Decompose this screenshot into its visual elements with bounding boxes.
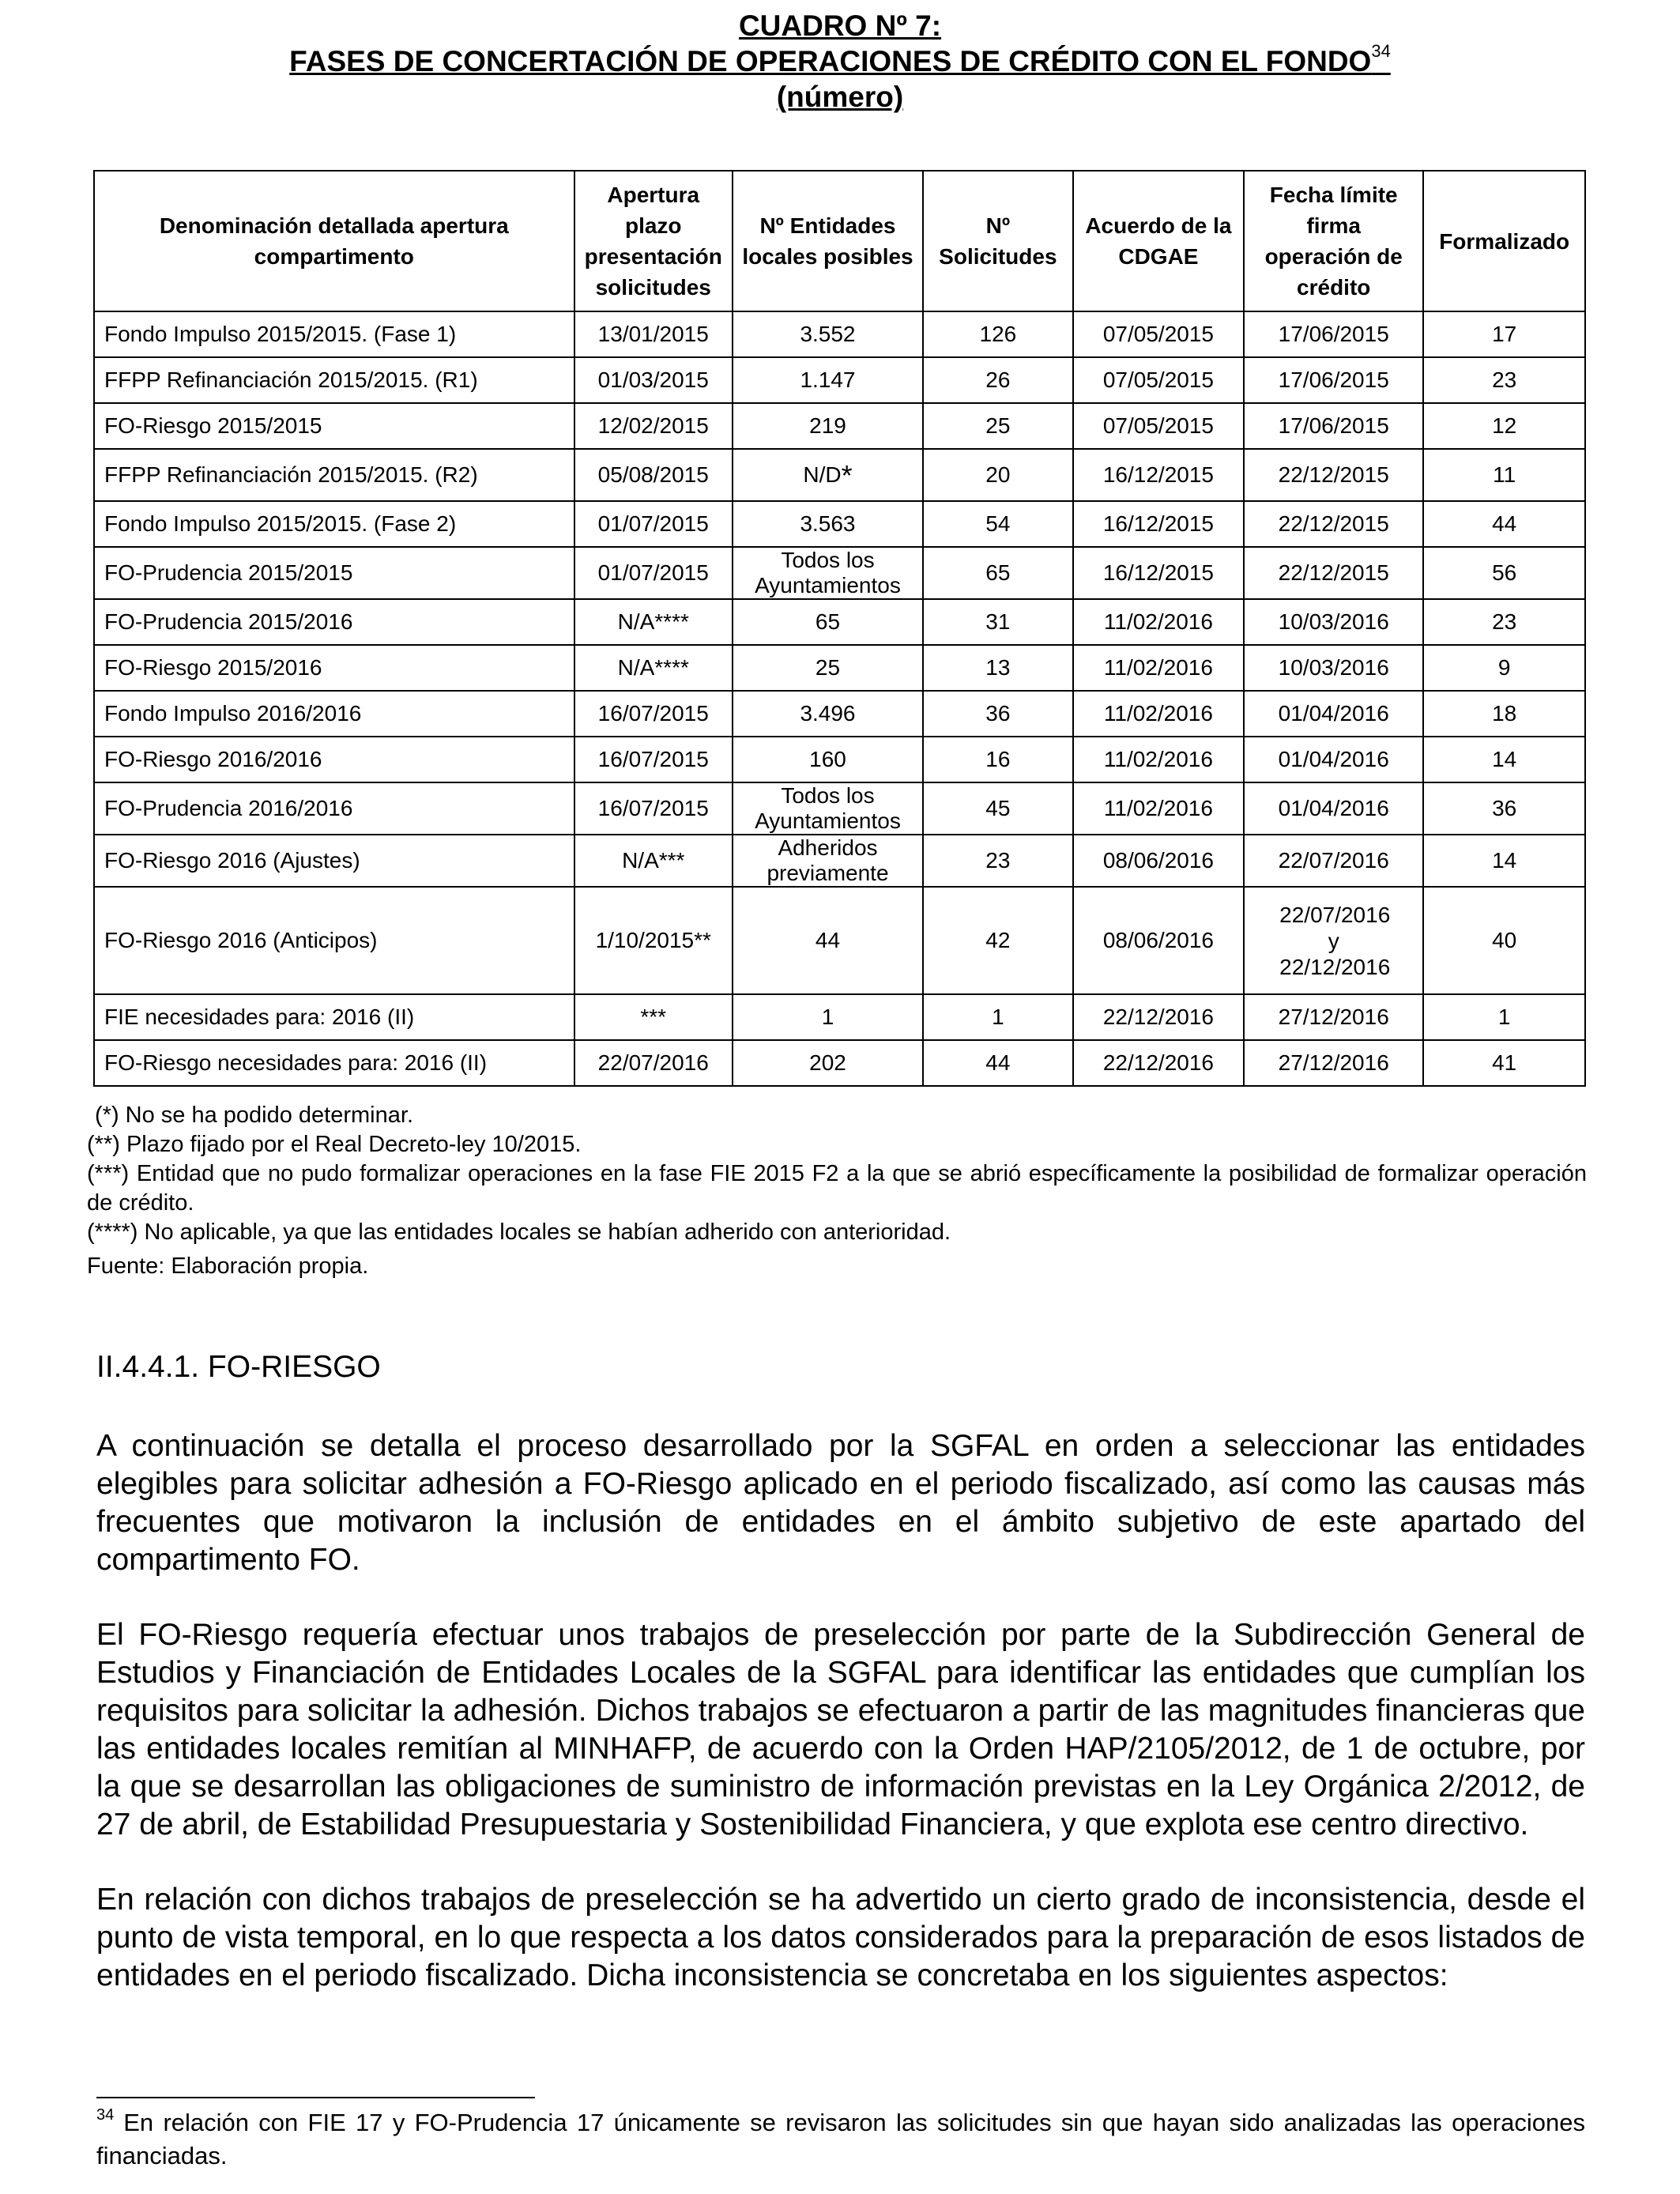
table-cell: 3.563 xyxy=(733,501,923,547)
table-cell: 17/06/2015 xyxy=(1244,403,1423,449)
table-cell: 25 xyxy=(923,403,1073,449)
table-cell: 22/12/2015 xyxy=(1244,547,1423,599)
table-cell: 22/12/2016 xyxy=(1073,1040,1244,1086)
cell-value: N/D xyxy=(803,462,842,487)
title-line-2 xyxy=(0,43,1680,79)
table-cell: 56 xyxy=(1423,547,1585,599)
table-cell: 54 xyxy=(923,501,1073,547)
table-cell: FO-Prudencia 2015/2016 xyxy=(94,599,574,645)
table-cell xyxy=(574,887,733,994)
table-cell: 18 xyxy=(1423,691,1585,737)
table-row xyxy=(94,357,1585,403)
table-cell: FO-Prudencia 2016/2016 xyxy=(94,782,574,835)
table-cell: 13 xyxy=(923,645,1073,691)
table-title xyxy=(0,8,1680,115)
table-cell: 126 xyxy=(923,311,1073,357)
table-cell: 07/05/2015 xyxy=(1073,357,1244,403)
table-row xyxy=(94,501,1585,547)
table-cell: 22/07/2016 xyxy=(574,1040,733,1086)
table-cell: 31 xyxy=(923,599,1073,645)
table-row xyxy=(94,547,1585,599)
column-header: Acuerdo de la CDGAE xyxy=(1073,171,1244,311)
table-cell: N/A**** xyxy=(574,645,733,691)
table-cell: 27/12/2016 xyxy=(1244,994,1423,1040)
table-cell: 11/02/2016 xyxy=(1073,737,1244,782)
table-notes xyxy=(87,1101,1587,1281)
table-cell: 01/04/2016 xyxy=(1244,691,1423,737)
source-note: Fuente: Elaboración propia. xyxy=(87,1253,369,1279)
table-cell: 01/04/2016 xyxy=(1244,737,1423,782)
operations-table xyxy=(93,170,1586,1087)
table-cell: 20 xyxy=(923,449,1073,501)
table-cell: 9 xyxy=(1423,645,1585,691)
table-cell: FO-Riesgo 2015/2015 xyxy=(94,403,574,449)
title-line-3: (número) xyxy=(776,81,904,113)
table-cell: 160 xyxy=(733,737,923,782)
table-cell: 3.552 xyxy=(733,311,923,357)
footnote xyxy=(96,2106,1585,2173)
table-cell: FO-Riesgo 2015/2016 xyxy=(94,645,574,691)
table-cell: 1 xyxy=(923,994,1073,1040)
footnote-text: En relación con FIE 17 y FO-Prudencia 17 únicamente se revisaron las solicitudes sin que hayan sido analizadas las operaciones financiadas. xyxy=(96,2109,1585,2169)
table-row xyxy=(94,782,1585,835)
table-note: (*) No se ha podido determinar. xyxy=(95,1103,413,1128)
table-cell: 22/12/2015 xyxy=(1244,501,1423,547)
table-cell: 41 xyxy=(1423,1040,1585,1086)
table-cell: 23 xyxy=(923,835,1073,887)
table-cell xyxy=(733,449,923,501)
table-cell: 36 xyxy=(1423,782,1585,835)
table-cell: 202 xyxy=(733,1040,923,1086)
table-cell: 11/02/2016 xyxy=(1073,599,1244,645)
table-row xyxy=(94,994,1585,1040)
table-header-row xyxy=(94,171,1585,311)
table-row xyxy=(94,403,1585,449)
column-header: Nº Solicitudes xyxy=(923,171,1073,311)
table-cell: 27/12/2016 xyxy=(1244,1040,1423,1086)
table-cell: 10/03/2016 xyxy=(1244,599,1423,645)
section-heading: II.4.4.1. FO-RIESGO xyxy=(96,1350,381,1384)
table-cell: Fondo Impulso 2015/2015. (Fase 2) xyxy=(94,501,574,547)
table-cell: 65 xyxy=(923,547,1073,599)
table-cell: 65 xyxy=(733,599,923,645)
table-row xyxy=(94,887,1585,994)
table-cell: FO-Riesgo necesidades para: 2016 (II) xyxy=(94,1040,574,1086)
table-cell: 11/02/2016 xyxy=(1073,691,1244,737)
table-cell: 16/12/2015 xyxy=(1073,547,1244,599)
table-cell: 44 xyxy=(733,887,923,994)
table-cell: 05/08/2015 xyxy=(574,449,733,501)
table-note: (**) Plazo fijado por el Real Decreto-ley 10/2015. xyxy=(87,1132,582,1157)
column-header: Fecha límite firma operación de crédito xyxy=(1244,171,1423,311)
paragraph: En relación con dichos trabajos de preselección se ha advertido un cierto grado de inconsistencia, desde el punto de vista temporal, en lo que respecta a los datos considerados para la preparación de esos listados de entidades en el periodo fiscalizado. Dicha inconsistencia se concretaba en los siguientes aspectos: xyxy=(96,1883,1585,1992)
table-cell: 01/07/2015 xyxy=(574,547,733,599)
column-header: Formalizado xyxy=(1423,171,1585,311)
table-cell: 13/01/2015 xyxy=(574,311,733,357)
table-row xyxy=(94,1040,1585,1086)
title-line-1: CUADRO Nº 7: xyxy=(738,9,942,42)
table-note: (***) Entidad que no pudo formalizar operaciones en la fase FIE 2015 F2 a la que se abrió específicamente la posibilidad de formalizar operación de crédito. xyxy=(87,1161,1587,1216)
table-cell: N/A*** xyxy=(574,835,733,887)
table-cell: 12/02/2015 xyxy=(574,403,733,449)
column-header: Apertura plazo presentación solicitudes xyxy=(574,171,733,311)
table-cell: 01/03/2015 xyxy=(574,357,733,403)
table-cell: 11/02/2016 xyxy=(1073,782,1244,835)
cell-value: 1/10/2015 xyxy=(595,928,695,952)
title-text: FASES DE CONCERTACIÓN DE OPERACIONES DE CRÉDITO CON EL FONDO xyxy=(289,45,1372,77)
table-cell: 16/07/2015 xyxy=(574,737,733,782)
table-cell: 01/07/2015 xyxy=(574,501,733,547)
table-cell: 07/05/2015 xyxy=(1073,311,1244,357)
table-cell: 17/06/2015 xyxy=(1244,311,1423,357)
table-cell: FO-Riesgo 2016 (Ajustes) xyxy=(94,835,574,887)
table-cell: 14 xyxy=(1423,737,1585,782)
table-cell: 42 xyxy=(923,887,1073,994)
table-cell: FFPP Refinanciación 2015/2015. (R1) xyxy=(94,357,574,403)
table-cell: 10/03/2016 xyxy=(1244,645,1423,691)
table-cell: 25 xyxy=(733,645,923,691)
column-header: Denominación detallada apertura compartimento xyxy=(94,171,574,311)
table-cell: FFPP Refinanciación 2015/2015. (R2) xyxy=(94,449,574,501)
footnote-number: 34 xyxy=(96,2106,115,2124)
table-cell: FIE necesidades para: 2016 (II) xyxy=(94,994,574,1040)
table-row xyxy=(94,691,1585,737)
table-cell: 44 xyxy=(923,1040,1073,1086)
table-cell: 11 xyxy=(1423,449,1585,501)
asterisk-mark: * xyxy=(841,459,853,492)
table-note: (****) No aplicable, ya que las entidades locales se habían adherido con anterioridad. xyxy=(87,1220,951,1245)
body-text xyxy=(96,1427,1585,2032)
table-cell: *** xyxy=(574,994,733,1040)
table-cell: Adheridos previamente xyxy=(733,835,923,887)
table-cell: 08/06/2016 xyxy=(1073,835,1244,887)
table-cell: 16 xyxy=(923,737,1073,782)
paragraph: A continuación se detalla el proceso desarrollado por la SGFAL en orden a seleccionar las entidades elegibles para solicitar adhesión a FO-Riesgo aplicado en el periodo fiscalizado, así como las causas más frecuentes que motivaron la inclusión de entidades en el ámbito subjetivo de este apartado del compartimento FO. xyxy=(96,1429,1585,1577)
table-cell: 36 xyxy=(923,691,1073,737)
table-cell: 45 xyxy=(923,782,1073,835)
table-cell: 07/05/2015 xyxy=(1073,403,1244,449)
table-cell: 23 xyxy=(1423,599,1585,645)
table-cell: N/A**** xyxy=(574,599,733,645)
table-cell: Fondo Impulso 2015/2015. (Fase 1) xyxy=(94,311,574,357)
table-row xyxy=(94,645,1585,691)
table-cell: 22/07/2016 xyxy=(1244,835,1423,887)
table-cell: Todos los Ayuntamientos xyxy=(733,547,923,599)
table-cell: 1 xyxy=(1423,994,1585,1040)
asterisk-mark: ** xyxy=(694,928,711,952)
table-cell: 11/02/2016 xyxy=(1073,645,1244,691)
table-cell: 17 xyxy=(1423,311,1585,357)
table-cell: 16/07/2015 xyxy=(574,691,733,737)
table-cell: FO-Riesgo 2016 (Anticipos) xyxy=(94,887,574,994)
table-row xyxy=(94,835,1585,887)
table-cell: 16/07/2015 xyxy=(574,782,733,835)
table-cell: Fondo Impulso 2016/2016 xyxy=(94,691,574,737)
table-cell: FO-Riesgo 2016/2016 xyxy=(94,737,574,782)
table-cell: 12 xyxy=(1423,403,1585,449)
table-cell: 16/12/2015 xyxy=(1073,449,1244,501)
column-header: Nº Entidades locales posibles xyxy=(733,171,923,311)
table-cell: Todos los Ayuntamientos xyxy=(733,782,923,835)
table-cell: 08/06/2016 xyxy=(1073,887,1244,994)
table-cell: FO-Prudencia 2015/2015 xyxy=(94,547,574,599)
table-row xyxy=(94,737,1585,782)
table-cell: 22/12/2016 xyxy=(1073,994,1244,1040)
paragraph: El FO-Riesgo requería efectuar unos trabajos de preselección por parte de la Subdirección General de Estudios y Financiación de Entidades Locales de la SGFAL para identificar las entidades que cumplían los requisitos para solicitar la adhesión. Dichos trabajos se efectuaron a partir de las magnitudes financieras que las entidades locales remitían al MINHAFP, de acuerdo con la Orden HAP/2105/2012, de 1 de octubre, por la que se desarrollan las obligaciones de suministro de información previstas en la Ley Orgánica 2/2012, de 27 de abril, de Estabilidad Presupuestaria y Sostenibilidad Financiera, y que explota ese centro directivo. xyxy=(96,1618,1585,1842)
table-cell: 44 xyxy=(1423,501,1585,547)
table-cell: 1.147 xyxy=(733,357,923,403)
footnote-reference[interactable]: 34 xyxy=(1371,41,1391,61)
table-cell: 26 xyxy=(923,357,1073,403)
table-cell: 22/07/2016 y 22/12/2016 xyxy=(1244,887,1423,994)
table-cell: 14 xyxy=(1423,835,1585,887)
table-cell: 40 xyxy=(1423,887,1585,994)
table-row xyxy=(94,449,1585,501)
footnote-separator xyxy=(96,2097,535,2098)
table-cell: 16/12/2015 xyxy=(1073,501,1244,547)
table-cell: 23 xyxy=(1423,357,1585,403)
table-cell: 01/04/2016 xyxy=(1244,782,1423,835)
table-row xyxy=(94,311,1585,357)
table-row xyxy=(94,599,1585,645)
table-cell: 219 xyxy=(733,403,923,449)
table-cell: 1 xyxy=(733,994,923,1040)
table-cell: 17/06/2015 xyxy=(1244,357,1423,403)
table-cell: 3.496 xyxy=(733,691,923,737)
table-cell: 22/12/2015 xyxy=(1244,449,1423,501)
